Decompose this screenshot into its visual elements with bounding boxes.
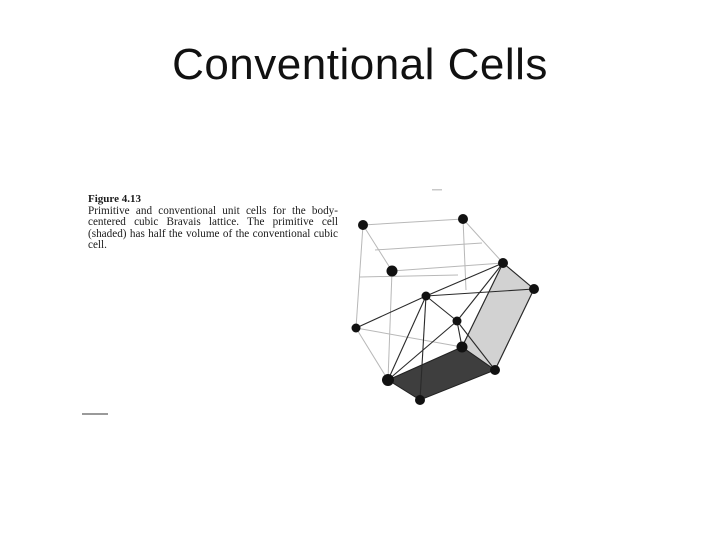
cube-edge bbox=[356, 328, 388, 380]
scan-speck bbox=[432, 189, 442, 191]
lattice-point bbox=[490, 365, 500, 375]
lattice-point bbox=[453, 317, 462, 326]
lattice-point bbox=[387, 266, 398, 277]
cube-edge bbox=[388, 271, 392, 380]
lattice-point bbox=[422, 292, 431, 301]
figure-caption-text: Primitive and conventional unit cells for the body-centered cubic Bravais lattice. The primitive cell (shaded) has half the volume of the conventional cubic cell. bbox=[88, 204, 338, 252]
cube-edge bbox=[360, 275, 458, 277]
lattice-point bbox=[529, 284, 539, 294]
figure-caption bbox=[88, 194, 338, 252]
cube-edge bbox=[363, 219, 463, 225]
bcc-unit-cell-illustration bbox=[340, 185, 560, 415]
cell-edge bbox=[426, 296, 457, 321]
lattice-point bbox=[415, 395, 425, 405]
lattice-point bbox=[457, 342, 468, 353]
cube-edge bbox=[363, 225, 392, 271]
lattice-point bbox=[358, 220, 368, 230]
cube-edge bbox=[463, 219, 503, 263]
lattice-point bbox=[458, 214, 468, 224]
scan-mark bbox=[82, 413, 108, 415]
lattice-point bbox=[382, 374, 394, 386]
lattice-point bbox=[498, 258, 508, 268]
figure-label: Figure 4.13 bbox=[88, 193, 141, 205]
lattice-point bbox=[352, 324, 361, 333]
slide-title: Conventional Cells bbox=[172, 40, 548, 89]
cube-edge bbox=[375, 243, 482, 250]
